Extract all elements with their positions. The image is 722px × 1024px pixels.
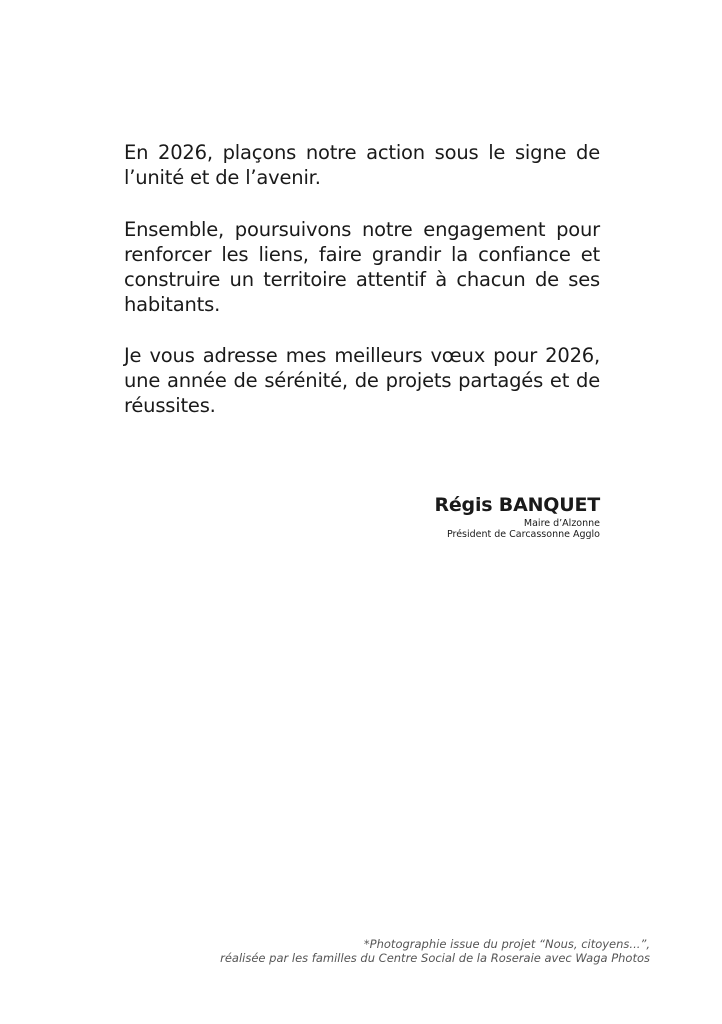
signature-role-mayor: Maire d’Alzonne — [523, 518, 600, 529]
signature-block — [434, 492, 600, 540]
signature-role-president: Président de Carcassonne Agglo — [446, 529, 600, 540]
photo-caption — [220, 937, 650, 965]
caption-line-2: réalisée par les familles du Centre Social de la Roseraie avec Waga Photos — [220, 951, 650, 965]
paragraph-wishes: Je vous adresse mes meilleurs vœux pour 2026, une année de sérénité, de projets partagés et de réussites. — [124, 344, 600, 417]
caption-line-1: *Photographie issue du projet “Nous, citoyens...”, — [363, 937, 650, 951]
paragraph-intro: En 2026, plaçons notre action sous le signe de l’unité et de l’avenir. — [124, 141, 600, 189]
signature-name: Régis BANQUET — [434, 494, 600, 516]
paragraph-engagement: Ensemble, poursuivons notre engagement pour renforcer les liens, faire grandir la confiance et construire un territoire attentif à chacun de ses habitants. — [124, 218, 600, 316]
